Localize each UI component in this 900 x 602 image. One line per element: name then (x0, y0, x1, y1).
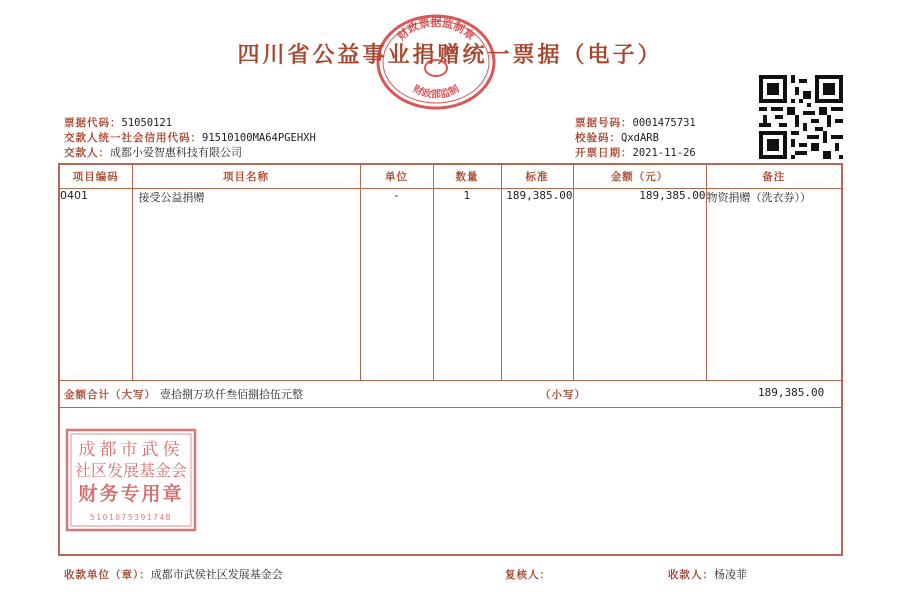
row-quantity: 1 (433, 189, 501, 381)
issue-date-label: 开票日期： (575, 147, 633, 159)
total-upper-value: 壹拾捌万玖仟叁佰捌拾伍元整 (160, 388, 303, 401)
qr-code (759, 75, 843, 159)
svg-text:财政部监制: 财政部监制 (410, 83, 462, 101)
invoice-code-value: 51050121 (121, 117, 173, 129)
payee-row (668, 563, 747, 582)
payer-value: 成都小爱智惠科技有限公司 (110, 146, 242, 159)
header-unit: 单位 (360, 164, 433, 189)
receiver-unit-label: 收款单位（章）： (64, 569, 151, 581)
total-small-label: （小写） (540, 389, 586, 401)
invoice-number-label: 票据号码： (575, 117, 633, 129)
receiver-unit-value: 成都市武侯社区发展基金会 (150, 568, 283, 581)
row-amount: 189,385.00 (573, 189, 706, 381)
check-code-value: QxdARB (621, 132, 659, 144)
payer-credit-code-value: 91510100MA64PGEHXH (202, 132, 316, 144)
row-standard: 189,385.00 (501, 189, 573, 381)
payee-value: 杨凌菲 (714, 568, 747, 581)
total-small-value: 189,385.00 (758, 386, 825, 399)
table-row (59, 189, 842, 381)
payer-credit-code-label: 交款人统一社会信用代码： (64, 132, 202, 144)
payer-row (64, 141, 242, 160)
header-quantity: 数量 (433, 164, 501, 189)
row-unit: - (360, 189, 433, 381)
invoice-code-label: 票据代码： (64, 117, 122, 129)
reviewer-row (505, 563, 551, 582)
header-standard: 标准 (501, 164, 573, 189)
svg-text:财务专用章: 财务专用章 (78, 483, 184, 505)
receiver-unit-row (64, 563, 283, 582)
table-header-row (59, 164, 842, 189)
svg-text:510107539174B: 510107539174B (89, 513, 173, 522)
invoice-number-value: 0001475731 (632, 117, 696, 129)
finance-seal-stamp (65, 428, 197, 532)
svg-text:社区发展基金会: 社区发展基金会 (74, 461, 188, 480)
svg-text:成都市武侯: 成都市武侯 (78, 440, 184, 460)
issue-date-row (575, 141, 696, 160)
row-item-code: 0401 (59, 189, 132, 381)
svg-text:财政票据监制章: 财政票据监制章 (394, 16, 478, 43)
issue-date-value: 2021-11-26 (632, 147, 696, 159)
reviewer-label: 复核人： (505, 569, 551, 581)
total-upper-label: 金额合计（大写） (64, 389, 156, 401)
row-item-name: 接受公益捐赠 (132, 189, 360, 381)
check-code-label: 校验码： (575, 132, 621, 144)
row-note: 物资捐赠（洗衣券）） (706, 189, 842, 381)
header-amount: 金额（元） (573, 164, 706, 189)
document-title: 四川省公益事业捐赠统一票据（电子） (237, 42, 663, 68)
header-item-code: 项目编码 (59, 164, 132, 189)
payee-label: 收款人： (668, 569, 714, 581)
finance-supervision-stamp (375, 12, 497, 112)
total-row (59, 381, 842, 408)
header-item-name: 项目名称 (132, 164, 360, 189)
header-note: 备注 (706, 164, 842, 189)
payer-label: 交款人： (64, 147, 110, 159)
